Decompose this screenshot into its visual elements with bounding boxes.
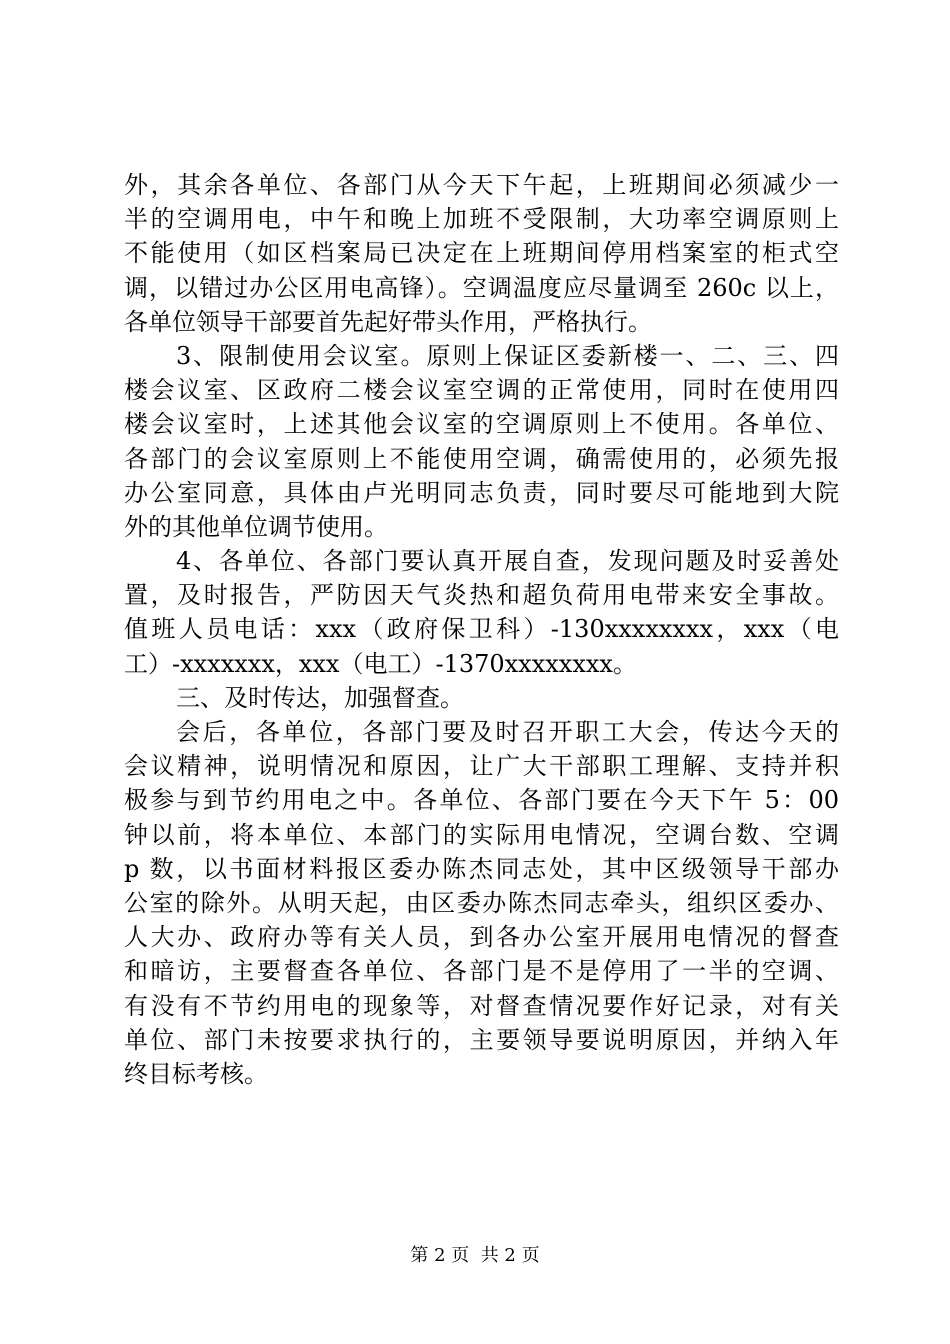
text-line: 楼会议室时，上述其他会议室的空调原则上不使用。各单位、 bbox=[124, 410, 839, 439]
text-line: 半的空调用电，中午和晚上加班不受限制，大功率空调原则上 bbox=[124, 205, 839, 234]
text-line: 办公室同意，具体由卢光明同志负责，同时要尽可能地到大院 bbox=[124, 478, 839, 507]
text-line: 置，及时报告，严防因天气炎热和超负荷用电带来安全事故。 bbox=[124, 581, 839, 610]
text-line: 人大办、政府办等有关人员，到各办公室开展用电情况的督查 bbox=[124, 923, 839, 952]
page-number-footer: 第 2 页 共 2 页 bbox=[410, 1245, 540, 1266]
text-line: 外，其余各单位、各部门从今天下午起，上班期间必须减少一 bbox=[124, 171, 839, 199]
text-line: 工）-xxxxxxx，xxx（电工）-1370xxxxxxxx。 bbox=[124, 649, 637, 678]
document-body bbox=[124, 168, 839, 1091]
text-line: 有没有不节约用电的现象等，对督查情况要作好记录，对有关 bbox=[124, 991, 839, 1020]
text-line: 各单位领导干部要首先起好带头作用，严格执行。 bbox=[124, 307, 652, 336]
text-line: 和暗访，主要督查各单位、各部门是不是停用了一半的空调、 bbox=[124, 957, 839, 986]
text-line: 单位、部门未按要求执行的，主要领导要说明原因，并纳入年 bbox=[124, 1025, 839, 1054]
text-line: 会后，各单位，各部门要及时召开职工大会，传达今天的 bbox=[176, 718, 839, 746]
text-line: p 数，以书面材料报区委办陈杰同志处，其中区级领导干部办 bbox=[124, 854, 839, 883]
text-line: 各部门的会议室原则上不能使用空调，确需使用的，必须先报 bbox=[124, 444, 839, 473]
text-line: 3、限制使用会议室。原则上保证区委新楼一、二、三、四 bbox=[176, 341, 839, 370]
text-line: 不能使用（如区档案局已决定在上班期间停用档案室的柜式空 bbox=[124, 239, 839, 268]
text-line: 钟以前，将本单位、本部门的实际用电情况，空调台数、空调 bbox=[124, 820, 839, 849]
text-line: 楼会议室、区政府二楼会议室空调的正常使用，同时在使用四 bbox=[124, 376, 839, 405]
text-line: 调，以错过办公区用电高锋）。空调温度应尽量调至 260c 以上， bbox=[124, 273, 839, 302]
text-line: 外的其他单位调节使用。 bbox=[124, 512, 388, 541]
text-line: 公室的除外。从明天起，由区委办陈杰同志牵头，组织区委办、 bbox=[124, 888, 839, 917]
text-line: 会议精神，说明情况和原因，让广大干部职工理解、支持并积 bbox=[124, 752, 839, 781]
text-line: 终目标考核。 bbox=[124, 1059, 268, 1088]
section-heading: 三、及时传达，加强督查。 bbox=[176, 683, 464, 712]
text-line: 极参与到节约用电之中。各单位、各部门要在今天下午 5：00 bbox=[124, 786, 839, 815]
text-line: 4、各单位、各部门要认真开展自查，发现问题及时妥善处 bbox=[176, 547, 839, 576]
text-line: 值班人员电话：xxx（政府保卫科）-130xxxxxxxx，xxx（电 bbox=[124, 615, 839, 644]
